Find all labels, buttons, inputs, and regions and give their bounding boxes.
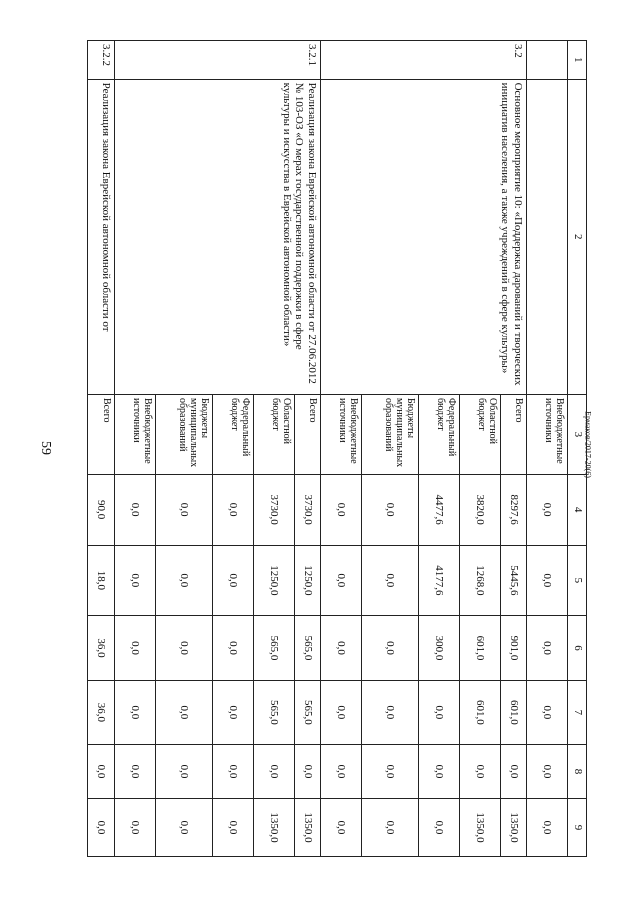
amount-cell: 0,0 bbox=[114, 616, 155, 680]
amount-cell: 0,0 bbox=[361, 474, 419, 545]
amount-cell: 0,0 bbox=[320, 545, 361, 616]
funding-source: Федеральный бюджет bbox=[419, 394, 460, 474]
amount-cell: 565,0 bbox=[295, 680, 321, 744]
amount-cell: 0,0 bbox=[361, 545, 419, 616]
amount-cell: 0,0 bbox=[114, 744, 155, 798]
header-cell: 6 bbox=[568, 616, 587, 680]
amount-cell: 0,0 bbox=[155, 680, 213, 744]
amount-cell: 1250,0 bbox=[254, 545, 295, 616]
amount-cell: 0,0 bbox=[320, 680, 361, 744]
amount-cell: 0,0 bbox=[320, 474, 361, 545]
table-row bbox=[527, 41, 568, 857]
funding-source: Всего bbox=[295, 394, 321, 474]
amount-cell: 0,0 bbox=[501, 744, 527, 798]
amount-cell: 0,0 bbox=[527, 545, 568, 616]
amount-cell: 1350,0 bbox=[501, 799, 527, 857]
funding-source: Областной бюджет bbox=[254, 394, 295, 474]
amount-cell: 36,0 bbox=[88, 616, 115, 680]
amount-cell: 36,0 bbox=[88, 680, 115, 744]
amount-cell: 0,0 bbox=[88, 799, 115, 857]
amount-cell: 0,0 bbox=[361, 799, 419, 857]
funding-source: Внебюджетные источники bbox=[114, 394, 155, 474]
amount-cell: 3730,0 bbox=[295, 474, 321, 545]
funding-source: Областной бюджет bbox=[460, 394, 501, 474]
amount-cell: 0,0 bbox=[114, 474, 155, 545]
amount-cell: 0,0 bbox=[155, 545, 213, 616]
amount-cell: 3730,0 bbox=[254, 474, 295, 545]
amount-cell: 0,0 bbox=[155, 616, 213, 680]
funding-source: Федеральный бюджет bbox=[213, 394, 254, 474]
measure-title bbox=[527, 79, 568, 394]
header-cell: 1 bbox=[568, 41, 587, 80]
amount-cell: 0,0 bbox=[460, 744, 501, 798]
amount-cell: 1268,0 bbox=[460, 545, 501, 616]
amount-cell: 0,0 bbox=[419, 799, 460, 857]
amount-cell: 1350,0 bbox=[460, 799, 501, 857]
amount-cell: 0,0 bbox=[527, 744, 568, 798]
amount-cell: 0,0 bbox=[155, 799, 213, 857]
amount-cell: 0,0 bbox=[213, 474, 254, 545]
amount-cell: 901,0 bbox=[501, 616, 527, 680]
amount-cell: 0,0 bbox=[527, 616, 568, 680]
measure-title: Реализация закона Еврейской автономной области от 27.06.2012 № 103-ОЗ «О мерах государственной поддержки в сфере культуры и искусства в Еврейской автономной области» bbox=[114, 79, 320, 394]
budget-table-wrapper bbox=[87, 40, 587, 857]
amount-cell: 0,0 bbox=[361, 744, 419, 798]
row-number bbox=[527, 41, 568, 80]
amount-cell: 565,0 bbox=[254, 680, 295, 744]
amount-cell: 0,0 bbox=[419, 744, 460, 798]
header-row bbox=[568, 41, 587, 857]
amount-cell: 4477,6 bbox=[419, 474, 460, 545]
amount-cell: 0,0 bbox=[114, 799, 155, 857]
header-cell: 5 bbox=[568, 545, 587, 616]
amount-cell: 0,0 bbox=[114, 545, 155, 616]
amount-cell: 0,0 bbox=[254, 744, 295, 798]
amount-cell: 0,0 bbox=[213, 799, 254, 857]
amount-cell: 0,0 bbox=[527, 474, 568, 545]
amount-cell: 3820,0 bbox=[460, 474, 501, 545]
funding-source: Внебюджетные источники bbox=[320, 394, 361, 474]
amount-cell: 1350,0 bbox=[295, 799, 321, 857]
table-row bbox=[501, 41, 527, 857]
amount-cell: 0,0 bbox=[320, 799, 361, 857]
amount-cell: 0,0 bbox=[320, 616, 361, 680]
amount-cell: 0,0 bbox=[213, 545, 254, 616]
amount-cell: 0,0 bbox=[320, 744, 361, 798]
header-cell: 2 bbox=[568, 79, 587, 394]
amount-cell: 0,0 bbox=[213, 616, 254, 680]
measure-title: Основное мероприятие 10: «Поддержка дарований и творческих инициатив населения, а также учреждений в сфере культуры» bbox=[320, 79, 526, 394]
header-cell: 4 bbox=[568, 474, 587, 545]
table-row bbox=[295, 41, 321, 857]
row-number: 3.2 bbox=[320, 41, 526, 80]
amount-cell: 0,0 bbox=[295, 744, 321, 798]
amount-cell: 0,0 bbox=[527, 799, 568, 857]
amount-cell: 565,0 bbox=[295, 616, 321, 680]
budget-table bbox=[87, 40, 587, 857]
row-number: 3.2.1 bbox=[114, 41, 320, 80]
funding-source: Бюджеты муниципальных образований bbox=[155, 394, 213, 474]
header-cell: 8 bbox=[568, 744, 587, 798]
amount-cell: 1350,0 bbox=[254, 799, 295, 857]
amount-cell: 4177,6 bbox=[419, 545, 460, 616]
document-code: Ермаков/2017-20(6) bbox=[583, 411, 593, 478]
funding-source: Бюджеты муниципальных образований bbox=[361, 394, 419, 474]
amount-cell: 8297,6 bbox=[501, 474, 527, 545]
measure-title: Реализация закона Еврейской автономной области от bbox=[88, 79, 115, 394]
amount-cell: 18,0 bbox=[88, 545, 115, 616]
amount-cell: 601,0 bbox=[501, 680, 527, 744]
amount-cell: 5445,6 bbox=[501, 545, 527, 616]
amount-cell: 0,0 bbox=[361, 680, 419, 744]
page-number: 59 bbox=[38, 441, 53, 455]
funding-source: Внебюджетные источники bbox=[527, 394, 568, 474]
header-cell: 3 bbox=[568, 394, 587, 474]
amount-cell: 0,0 bbox=[213, 680, 254, 744]
row-number: 3.2.2 bbox=[88, 41, 115, 80]
amount-cell: 0,0 bbox=[361, 616, 419, 680]
amount-cell: 0,0 bbox=[155, 474, 213, 545]
amount-cell: 0,0 bbox=[213, 744, 254, 798]
table-row bbox=[88, 41, 115, 857]
header-cell: 9 bbox=[568, 799, 587, 857]
header-cell: 7 bbox=[568, 680, 587, 744]
amount-cell: 0,0 bbox=[88, 744, 115, 798]
amount-cell: 0,0 bbox=[527, 680, 568, 744]
funding-source: Всего bbox=[501, 394, 527, 474]
amount-cell: 300,0 bbox=[419, 616, 460, 680]
amount-cell: 0,0 bbox=[155, 744, 213, 798]
amount-cell: 565,0 bbox=[254, 616, 295, 680]
amount-cell: 0,0 bbox=[114, 680, 155, 744]
funding-source: Всего bbox=[88, 394, 115, 474]
amount-cell: 1250,0 bbox=[295, 545, 321, 616]
amount-cell: 90,0 bbox=[88, 474, 115, 545]
amount-cell: 601,0 bbox=[460, 680, 501, 744]
amount-cell: 601,0 bbox=[460, 616, 501, 680]
amount-cell: 0,0 bbox=[419, 680, 460, 744]
